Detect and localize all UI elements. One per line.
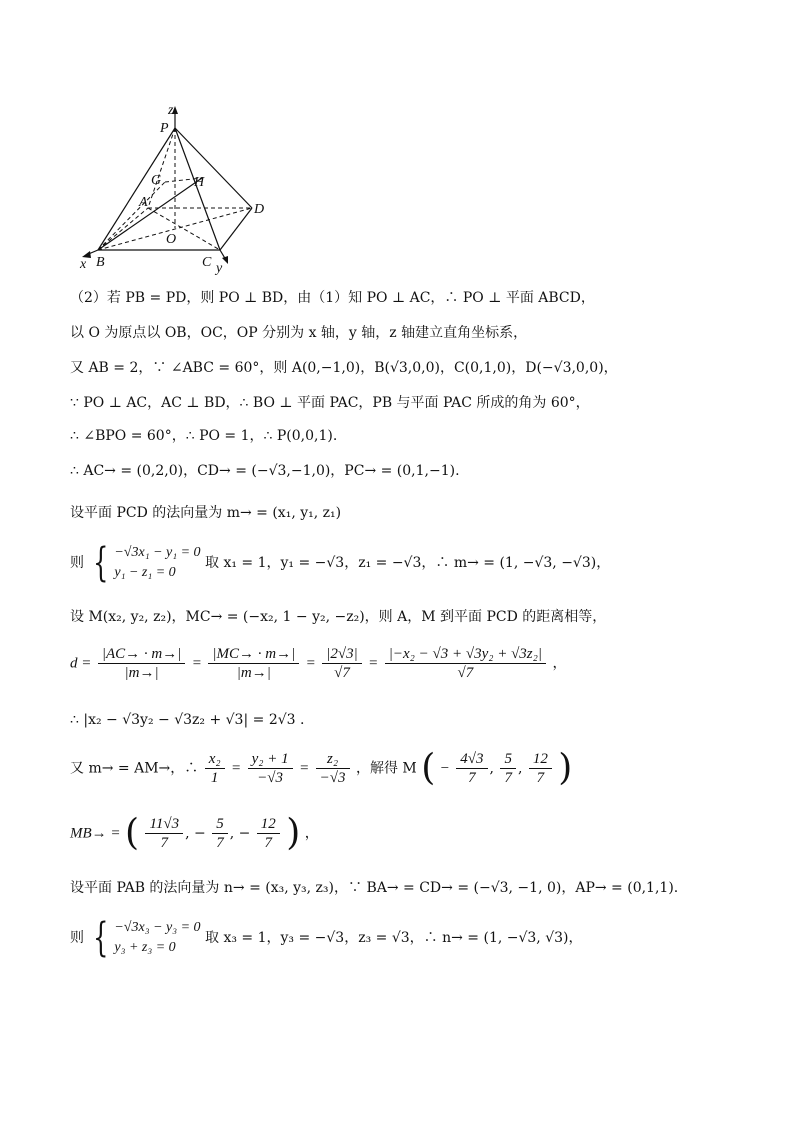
label-G: G <box>151 173 162 188</box>
edge-PA <box>148 128 175 208</box>
solution-line-2: 以 O 为原点以 OB，OC，OP 分别为 x 轴，y 轴，z 轴建立直角坐标系， <box>70 325 528 341</box>
label-P: P <box>160 121 169 136</box>
sys1-prefix: 则 <box>70 555 84 571</box>
solution-line-7: 设平面 PCD 的法向量为 m→ = (x₁, y₁, z₁) <box>70 505 342 521</box>
segment-BH <box>98 178 202 250</box>
solution-line-M: 设 M(x₂, y₂, z₂)，MC→ = (−x₂, 1 − y₂, −z₂)，则 A，M 到平面 PCD 的距离相等， <box>70 609 607 625</box>
label-z: z <box>168 103 174 118</box>
label-D: D <box>254 202 265 217</box>
edge-CD <box>220 208 252 250</box>
collinear-line: 又 m→ = AM→，∴ $\frac{\text{x₂}}{1}$ = $\frac{\text{y₂ + 1}}{-√3}$ = $\frac{\text{z₂}}{-√3}$ ，解得 M ( − $\frac{4√3}{7}$ , $\frac{5}{7}$ , $\frac{12}{7}$ ) <box>70 747 573 789</box>
dist-frac-2: $\frac{|MC\to \cdot m\to|}{|m\to|}$ <box>208 645 299 682</box>
diagonal-AC <box>148 208 220 250</box>
label-H: H <box>194 175 205 190</box>
absolute-value-line: ∴ |x₂ − √3y₂ − √3z₂ + √3| = 2√3 . <box>70 712 305 728</box>
solution-line-1: （2）若 PB = PD，则 PO ⊥ BD，由（1）知 PO ⊥ AC，∴ PO ⊥ 平面 ABCD， <box>70 290 595 306</box>
label-O: O <box>166 232 177 247</box>
solution-line-6: ∴ AC→ = (0,2,0)，CD→ = (−√3,−1,0)，PC→ = (0,1,−1). <box>70 463 460 479</box>
sys1-eq1: −√3x₁ − y₁ = 0 <box>114 545 201 560</box>
pyramid-diagram <box>70 100 280 275</box>
solution-line-5: ∴ ∠BPO = 60°，∴ PO = 1，∴ P(0,0,1). <box>70 428 338 444</box>
label-C: C <box>202 255 212 270</box>
dist-lhs: d = <box>70 655 92 672</box>
sys2-tail: 取 x₃ = 1，y₃ = −√3，z₃ = √3，∴ n→ = (1, −√3, √3)， <box>205 930 583 946</box>
edge-AB <box>98 208 148 250</box>
equation-system-2: 则 { −√3x₃ − y₃ = 0 y₃ + z₃ = 0 取 x₃ = 1，y₃ = −√3，z₃ = √3，∴ n→ = (1, −√3, √3)， <box>70 915 583 961</box>
dist-frac-3: $\frac{|2√3|}{√7}$ <box>322 645 361 682</box>
label-x: x <box>80 257 87 272</box>
dist-frac-1: $\frac{|AC\to \cdot m\to|}{|m\to|}$ <box>98 645 186 682</box>
label-A: A <box>139 195 148 210</box>
sys1-tail: 取 x₁ = 1，y₁ = −√3，z₁ = −√3，∴ m→ = (1, −√3, −√3)， <box>205 555 611 571</box>
vector-MB-line: MB→ = ( $\frac{11√3}{7}$ , − $\frac{5}{7}$ , − $\frac{12}{7}$ ) ， <box>70 812 319 854</box>
segment-BG <box>98 182 165 250</box>
label-B: B <box>96 255 105 270</box>
edge-PB <box>98 128 175 250</box>
dist-frac-4: $\frac{\text{|−x₂ − √3 + √3y₂ + √3z₂|}}{√7}$ <box>385 645 546 682</box>
y-arrow <box>222 256 228 264</box>
pyramid-figure <box>70 100 280 275</box>
solution-line-4: ∵ PO ⊥ AC，AC ⊥ BD，∴ BO ⊥ 平面 PAC，PB 与平面 PAC 所成的角为 60°， <box>70 395 590 411</box>
solution-line-3: 又 AB = 2，∵ ∠ABC = 60°，则 A(0,−1,0)，B(√3,0,0)，C(0,1,0)，D(−√3,0,0)， <box>70 360 618 376</box>
sys2-eq2: y₃ + z₃ = 0 <box>114 940 176 955</box>
label-y: y <box>216 261 223 275</box>
sys2-eq1: −√3x₃ − y₃ = 0 <box>114 920 201 935</box>
equation-system-1: 则 { −√3x₁ − y₁ = 0 y₁ − z₁ = 0 取 x₁ = 1，y₁ = −√3，z₁ = −√3，∴ m→ = (1, −√3, −√3)， <box>70 540 611 586</box>
distance-formula: d = $\frac{|AC\to \cdot m\to|}{|m\to|}$ = $\frac{|MC\to \cdot m\to|}{|m\to|}$ = $\frac{|2√3|}{√7}$ = $\frac{\text{|−x₂ − √3 + √3y₂ + √3z₂|}}{√7}$ ， <box>70 646 567 681</box>
edge-PD <box>175 128 252 208</box>
solution-line-n: 设平面 PAB 的法向量为 n→ = (x₃, y₃, z₃)，∵ BA→ = CD→ = (−√3, −1, 0)，AP→ = (0,1,1). <box>70 880 679 896</box>
sys1-eq2: y₁ − z₁ = 0 <box>114 565 176 580</box>
